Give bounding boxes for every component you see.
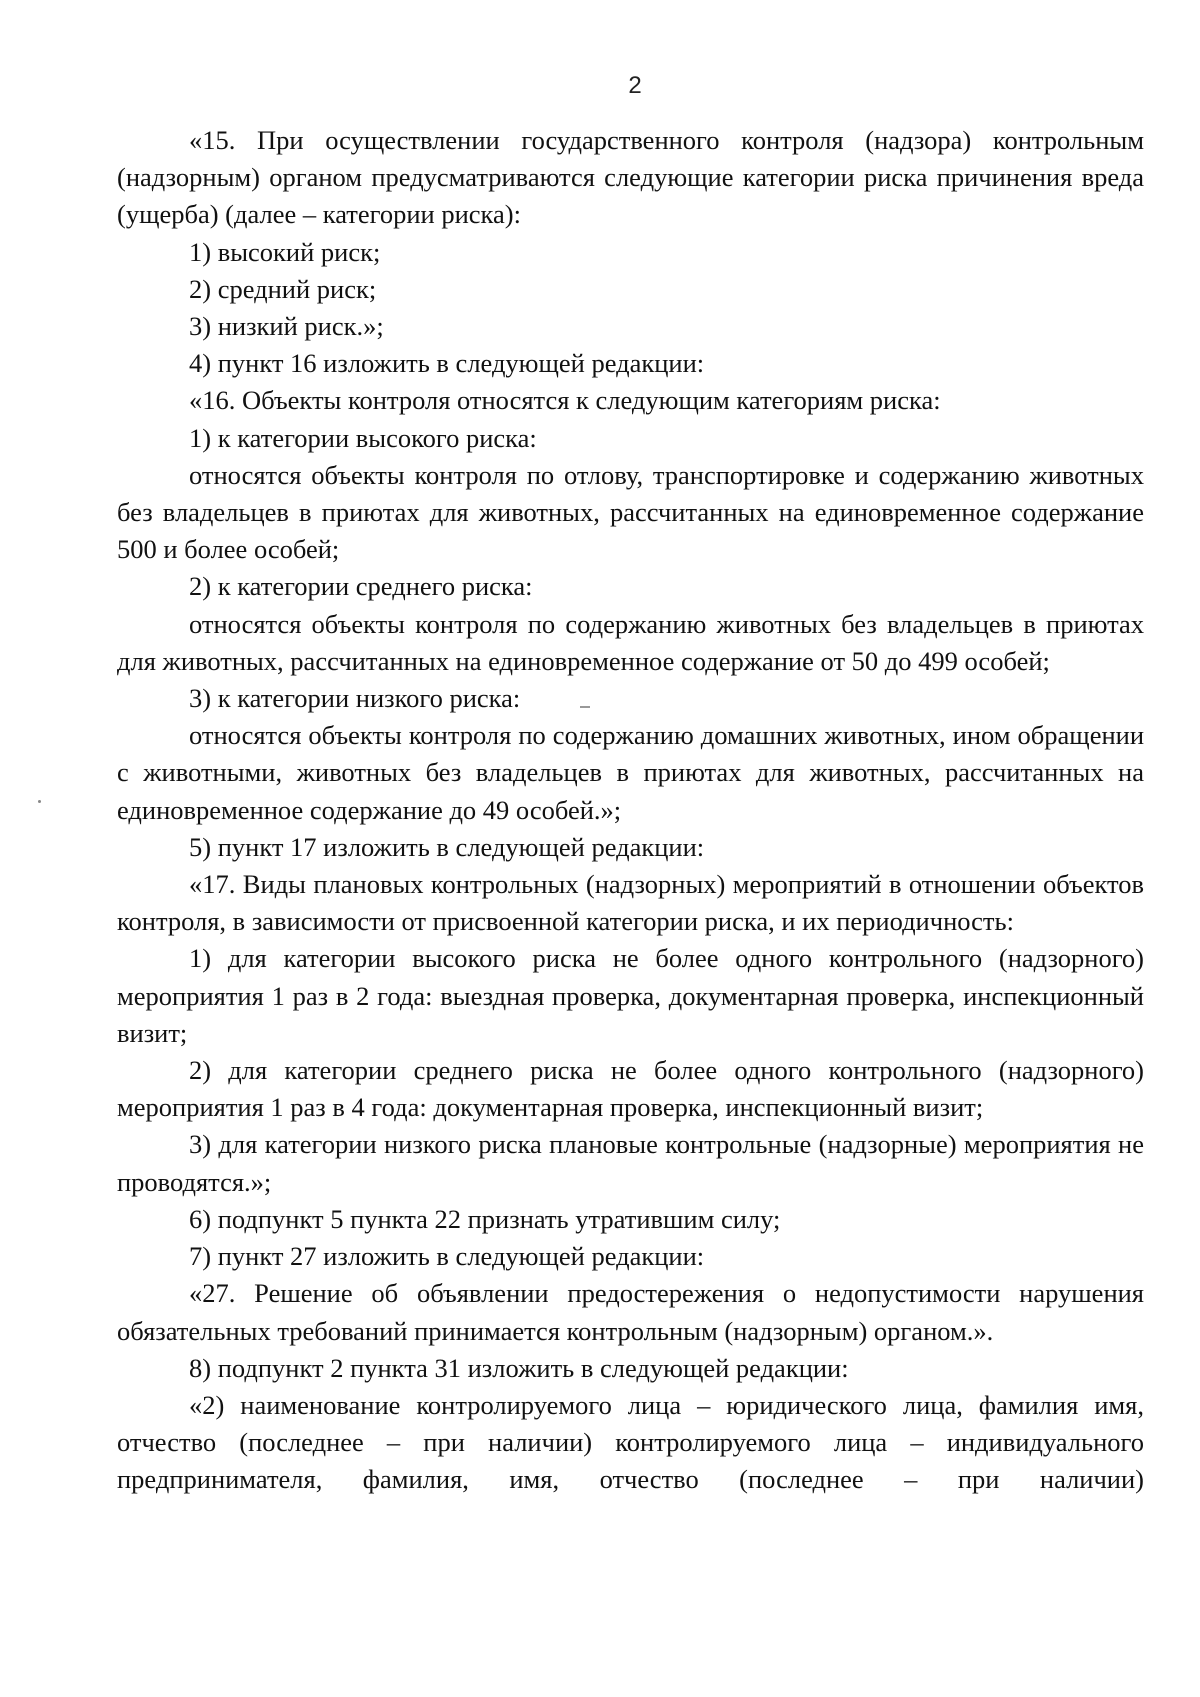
category-medium-heading: 2) к категории среднего риска: <box>189 571 533 602</box>
inspection-medium-risk: 2) для категории среднего риска не более одного контрольного (надзорного) мероприятия 1 раз в 4 года: документарная проверка, инспекционный визит; <box>117 1055 1144 1123</box>
paragraph-16-intro: «16. Объекты контроля относятся к следующим категориям риска: <box>189 385 941 416</box>
inspection-high-risk: 1) для категории высокого риска не более одного контрольного (надзорного) мероприятия 1 раз в 2 года: выездная проверка, документарная проверка, инспекционный визит; <box>117 943 1144 1048</box>
amendment-item-7: 7) пункт 27 изложить в следующей редакции: <box>189 1241 705 1272</box>
paragraph-27-text: «27. Решение об объявлении предостережения о недопустимости нарушения обязательных требований принимается контрольным (надзорным) органом.». <box>117 1278 1144 1346</box>
category-high-heading: 1) к категории высокого риска: <box>189 422 537 453</box>
category-low-text: относятся объекты контроля по содержанию домашних животных, ином обращении с животными, животных без владельцев в приютах для животных, рассчитанных на единовременное содержание до 49 особей.»; <box>117 720 1144 825</box>
scan-artifact-dot <box>580 706 590 708</box>
list-item-high-risk: 1) высокий риск; <box>189 236 381 267</box>
scan-artifact-dot <box>38 800 41 803</box>
category-low-heading: 3) к категории низкого риска: <box>189 683 521 714</box>
amendment-item-4: 4) пункт 16 изложить в следующей редакции: <box>189 348 705 379</box>
document-body <box>117 122 1144 1499</box>
page-number: 2 <box>628 72 642 99</box>
list-item-medium-risk: 2) средний риск; <box>189 273 377 304</box>
category-medium-text: относятся объекты контроля по содержанию животных без владельцев в приютах для животных, рассчитанных на единовременное содержание от 50 до 499 особей; <box>117 608 1144 676</box>
subparagraph-2-text: «2) наименование контролируемого лица – юридического лица, фамилия имя, отчество (последнее – при наличии) контролируемого лица – индивидуального предпринимателя, фамилия, имя, отчество (последнее – при наличии) <box>117 1389 1144 1495</box>
amendment-item-8: 8) подпункт 2 пункта 31 изложить в следующей редакции: <box>189 1352 849 1383</box>
list-item-low-risk: 3) низкий риск.»; <box>189 311 384 342</box>
paragraph-15-intro: «15. При осуществлении государственного контроля (надзора) контрольным (надзорным) органом предусматриваются следующие категории риска причинения вреда (ущерба) (далее – категории риска): <box>117 125 1144 230</box>
category-high-text: относятся объекты контроля по отлову, транспортировке и содержанию животных без владельцев в приютах для животных, рассчитанных на единовременное содержание 500 и более особей; <box>117 459 1144 565</box>
inspection-low-risk: 3) для категории низкого риска плановые контрольные (надзорные) мероприятия не проводятся.»; <box>117 1129 1144 1197</box>
paragraph-17-intro: «17. Виды плановых контрольных (надзорных) мероприятий в отношении объектов контроля, в зависимости от присвоенной категории риска, и их периодичность: <box>117 869 1144 937</box>
amendment-item-6: 6) подпункт 5 пункта 22 признать утратившим силу; <box>189 1203 781 1234</box>
amendment-item-5: 5) пункт 17 изложить в следующей редакции: <box>189 831 705 862</box>
